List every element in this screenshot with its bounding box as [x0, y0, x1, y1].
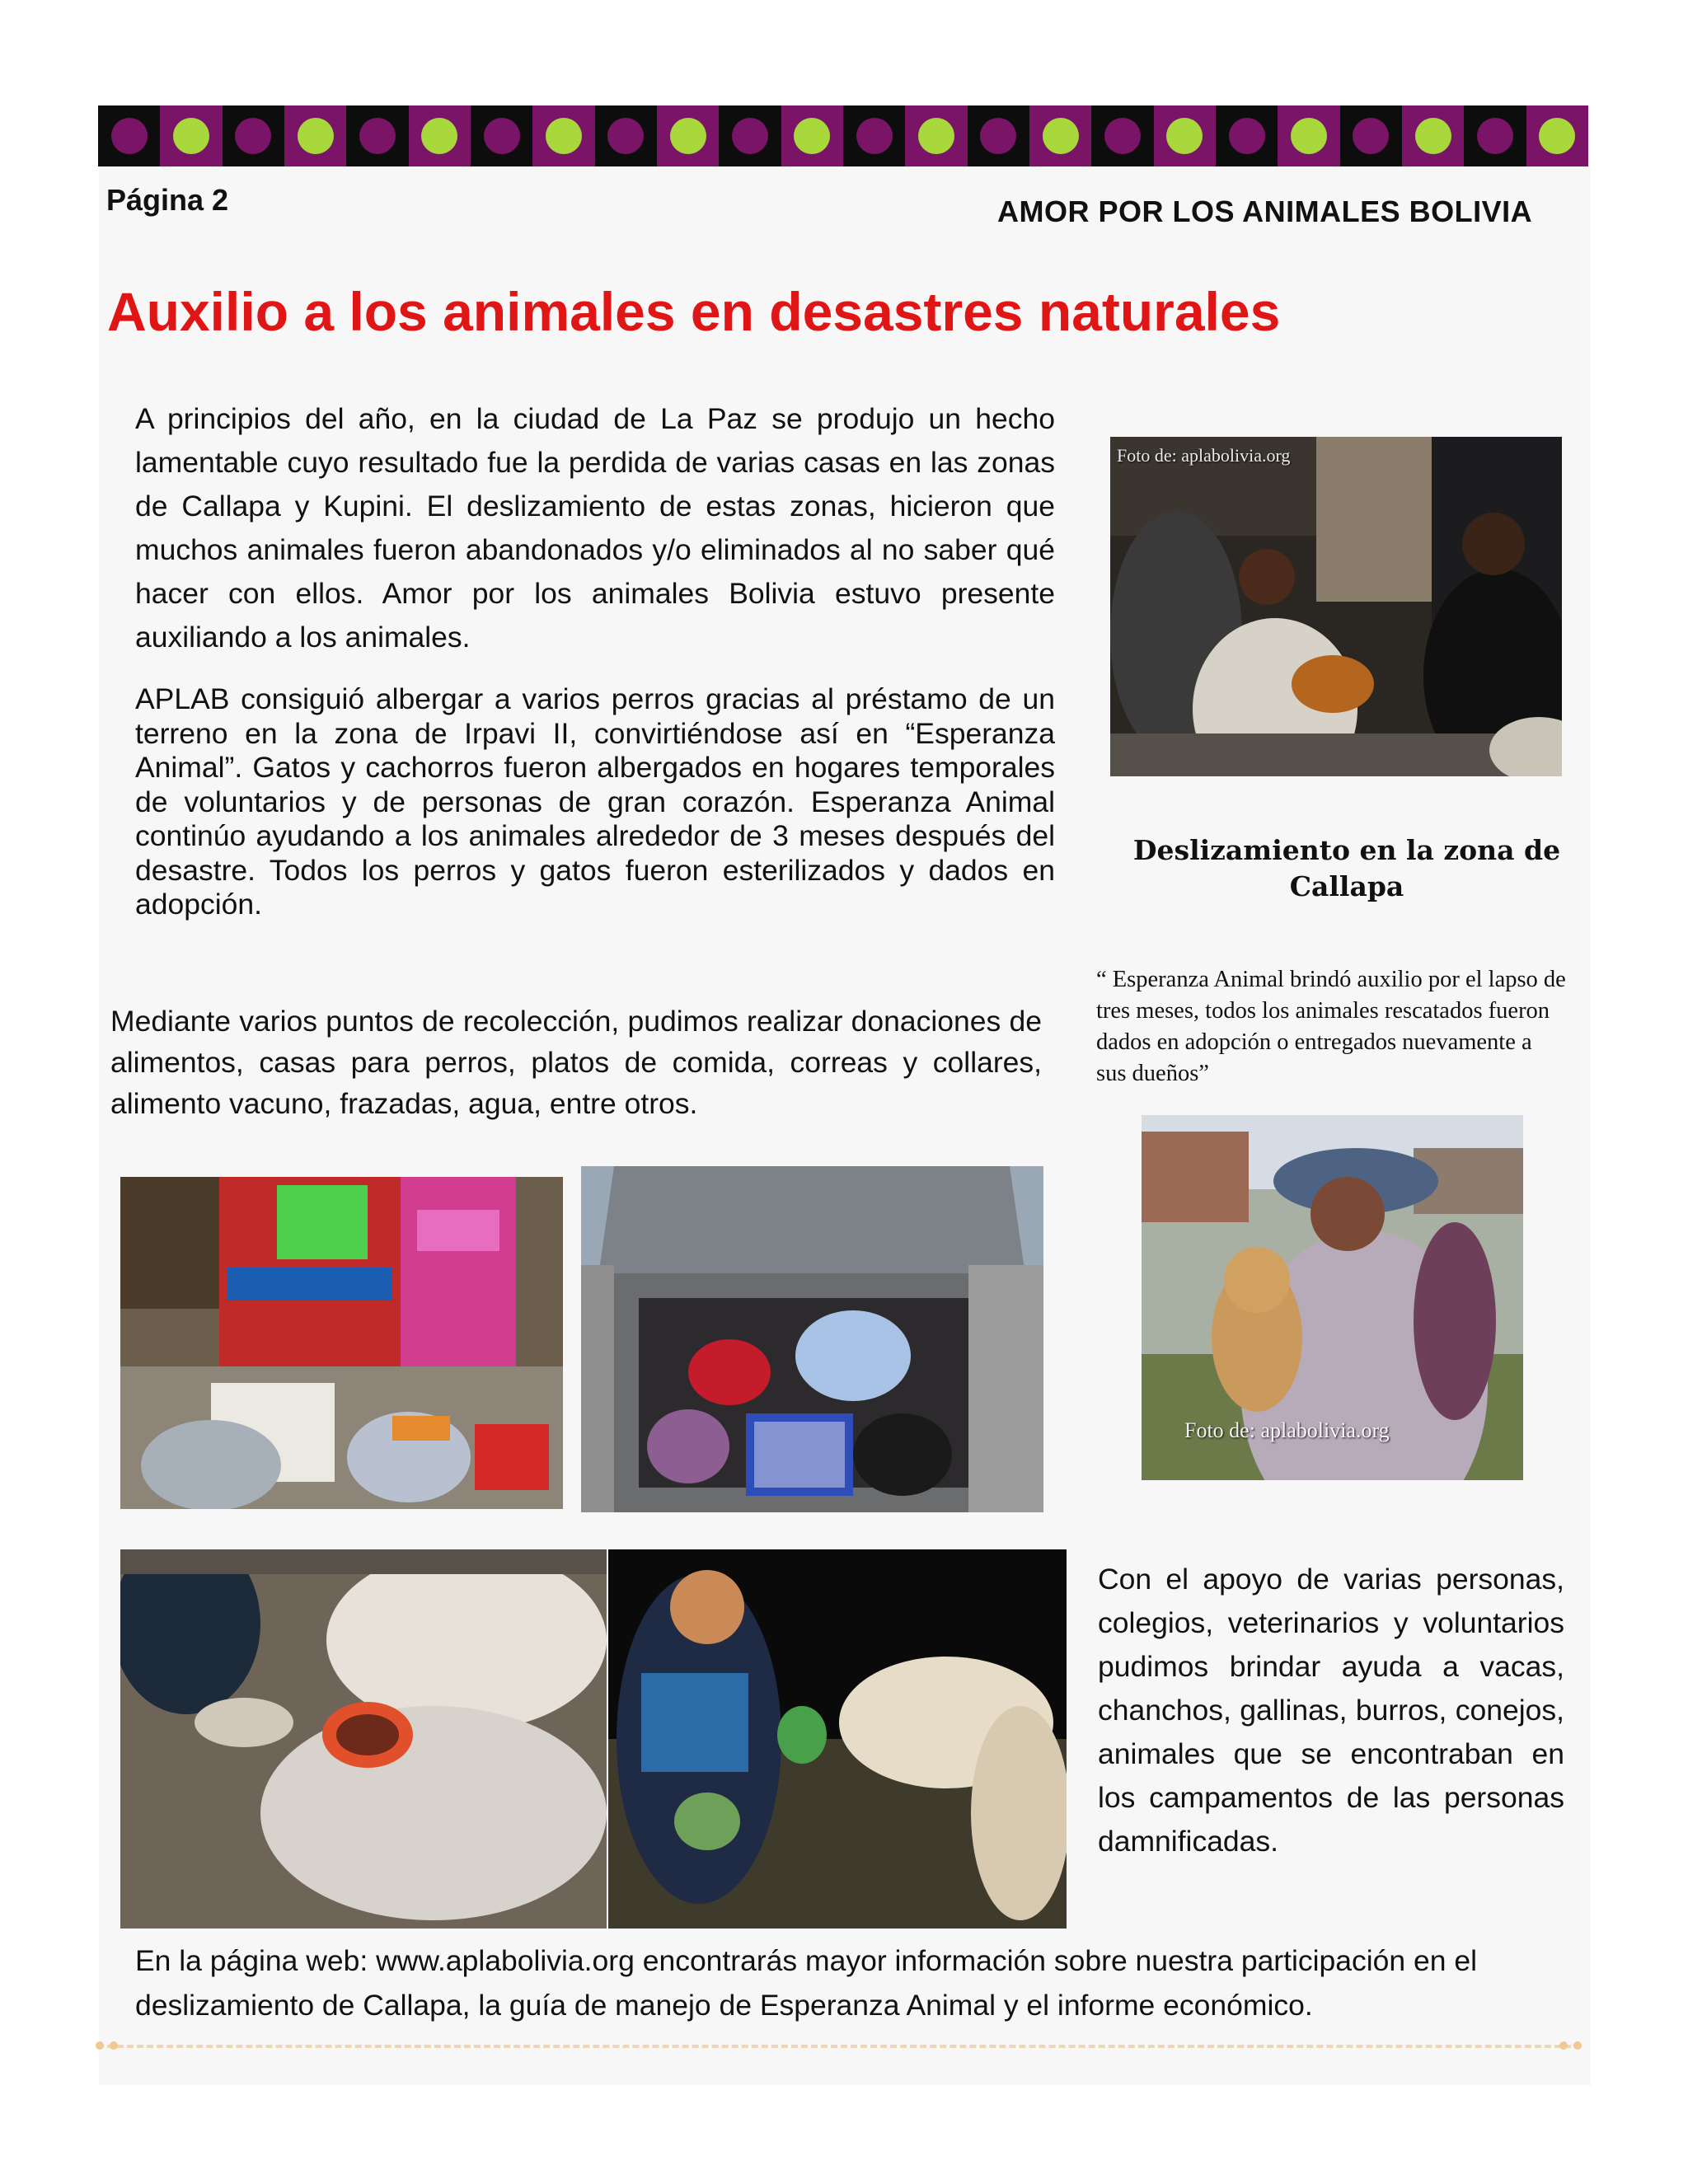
banner-dot	[918, 118, 954, 154]
banner-dot	[732, 118, 768, 154]
banner-cell	[1402, 105, 1464, 166]
banner-dot	[1043, 118, 1079, 154]
banner-dot	[1166, 118, 1203, 154]
divider-dot	[96, 2041, 104, 2050]
photo-car-donations	[581, 1166, 1043, 1512]
sidebar-quote: “ Esperanza Animal brindó auxilio por el lapso de tres meses, todos los animales rescatados fueron dados en adopción o entregados nuevamente a sus dueños”	[1096, 967, 1566, 1086]
photo-watermark: Foto de: aplabolivia.org	[1184, 1418, 1390, 1442]
banner-cell	[905, 105, 967, 166]
footer-divider	[97, 2045, 1581, 2048]
banner-dot	[1477, 118, 1513, 154]
banner-dot	[670, 118, 706, 154]
banner-dot	[359, 118, 396, 154]
banner-dot	[421, 118, 457, 154]
banner-dot	[484, 118, 520, 154]
banner-dot	[1539, 118, 1575, 154]
photo-rescue-volunteers	[1110, 437, 1562, 776]
banner-cell	[1029, 105, 1091, 166]
banner-dot	[298, 118, 334, 154]
paragraph-intro: A principios del año, en la ciudad de La Paz se produjo un hecho lamentable cuyo resultado fue la perdida de varias casas en las zonas de Callapa y Kupini. El deslizamiento de estas zonas, hicieron que muchos animales fueron abandonados y/o eliminados al no saber qué hacer con ellos. Amor por los animales Bolivia estuvo presente auxiliando a los animales.	[135, 402, 1055, 654]
photo-cow-feeding	[608, 1549, 1067, 1929]
banner-dot	[173, 118, 209, 154]
paragraph-donations: Mediante varios puntos de recolección, pudimos realizar donaciones de alimentos, casas para perros, platos de comida, correas y collares, alimento vacuno, frazadas, agua, entre otros.	[110, 1005, 1042, 1120]
banner-cell	[1464, 105, 1526, 166]
banner-dot	[794, 118, 830, 154]
page-number: Página 2	[106, 183, 229, 217]
banner-cell	[409, 105, 471, 166]
banner-dot	[1104, 118, 1141, 154]
banner-cell	[1526, 105, 1588, 166]
banner-dot	[235, 118, 271, 154]
banner-dot	[1229, 118, 1265, 154]
paragraph-aplab: APLAB consiguió albergar a varios perros gracias al préstamo de un terreno en la zona de Irpavi II, convirtiéndose así en “Esperanza Animal”. Gatos y cachorros fueron albergados en hogares temporales de voluntarios y de personas de gran corazón. Esperanza Animal continúo ayudando a los animales alrededor de 3 meses después del desastre. Todos los perros y gatos fueron esterilizados y dados en adopción.	[135, 682, 1055, 921]
banner-dot	[546, 118, 582, 154]
banner-dot	[1291, 118, 1327, 154]
banner-cell	[968, 105, 1029, 166]
banner-dot	[111, 118, 148, 154]
photo-woman-with-dog	[1142, 1115, 1523, 1480]
photo-caption: Deslizamiento en la zona de Callapa	[1132, 834, 1561, 902]
divider-dot	[1559, 2041, 1568, 2050]
banner-cell	[346, 105, 408, 166]
banner-cell	[98, 105, 160, 166]
banner-cell	[160, 105, 222, 166]
banner-dot	[980, 118, 1016, 154]
banner-cell	[1154, 105, 1216, 166]
banner-cell	[595, 105, 657, 166]
banner-dot	[856, 118, 893, 154]
divider-dot	[110, 2041, 118, 2050]
photo-pigs-feeding	[120, 1549, 607, 1929]
banner-cell	[1216, 105, 1278, 166]
organization-name: AMOR POR LOS ANIMALES BOLIVIA	[997, 194, 1533, 228]
paragraph-website: En la página web: www.aplabolivia.org encontrarás mayor información sobre nuestra participación en el deslizamiento de Callapa, la guía de manejo de Esperanza Animal y el informe económico.	[135, 1944, 1477, 2022]
photo-watermark: Foto de: aplabolivia.org	[1117, 445, 1291, 466]
banner-cell	[843, 105, 905, 166]
banner-cell	[1278, 105, 1339, 166]
banner-cell	[471, 105, 532, 166]
banner-dot	[1353, 118, 1389, 154]
banner-cell	[657, 105, 719, 166]
banner-dot	[1415, 118, 1451, 154]
banner-cell	[1340, 105, 1402, 166]
article-title: Auxilio a los animales en desastres naturales	[107, 281, 1281, 342]
banner-cell	[781, 105, 843, 166]
banner-cell	[719, 105, 781, 166]
banner-cell	[223, 105, 284, 166]
banner-dot	[607, 118, 644, 154]
header-dot-banner	[98, 105, 1588, 166]
photo-collection-point	[120, 1177, 563, 1509]
banner-cell	[284, 105, 346, 166]
banner-cell	[532, 105, 594, 166]
paragraph-support: Con el apoyo de varias personas, colegios, veterinarios y voluntarios pudimos brindar ayuda a vacas, chanchos, gallinas, burros, conejos, animales que se encontraban en los campamentos de las personas damnificadas.	[1098, 1563, 1564, 1858]
divider-dot	[1573, 2041, 1582, 2050]
banner-cell	[1091, 105, 1153, 166]
